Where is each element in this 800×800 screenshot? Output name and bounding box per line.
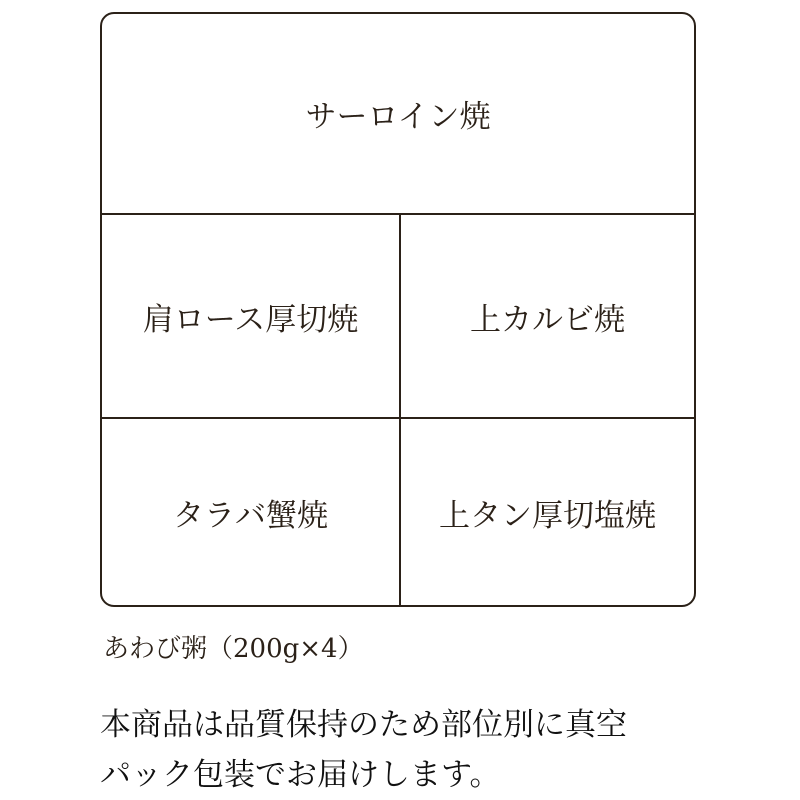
menu-layout-box: [100, 12, 696, 607]
menu-cell-kalbi: [401, 215, 694, 417]
menu-cell-shoulder-loin: [102, 215, 399, 417]
menu-cell-label: サーロイン焼: [305, 99, 491, 135]
notice-line: パック包装でお届けします。: [100, 757, 501, 793]
menu-cell-label: 肩ロース厚切焼: [142, 301, 359, 338]
abalone-porridge-note: あわび粥（200g×4）: [103, 634, 364, 664]
menu-cell-label: タラバ蟹焼: [173, 497, 328, 534]
menu-cell-sirloin: [102, 14, 694, 213]
menu-cell-tongue: [401, 419, 694, 605]
notice-line: 本商品は品質保持のため部位別に真空: [100, 707, 627, 743]
menu-cell-label: 上カルビ焼: [470, 301, 625, 338]
menu-cell-king-crab: [102, 419, 399, 605]
menu-cell-label: 上タン厚切塩焼: [439, 497, 656, 534]
packaging-notice: [100, 700, 750, 800]
